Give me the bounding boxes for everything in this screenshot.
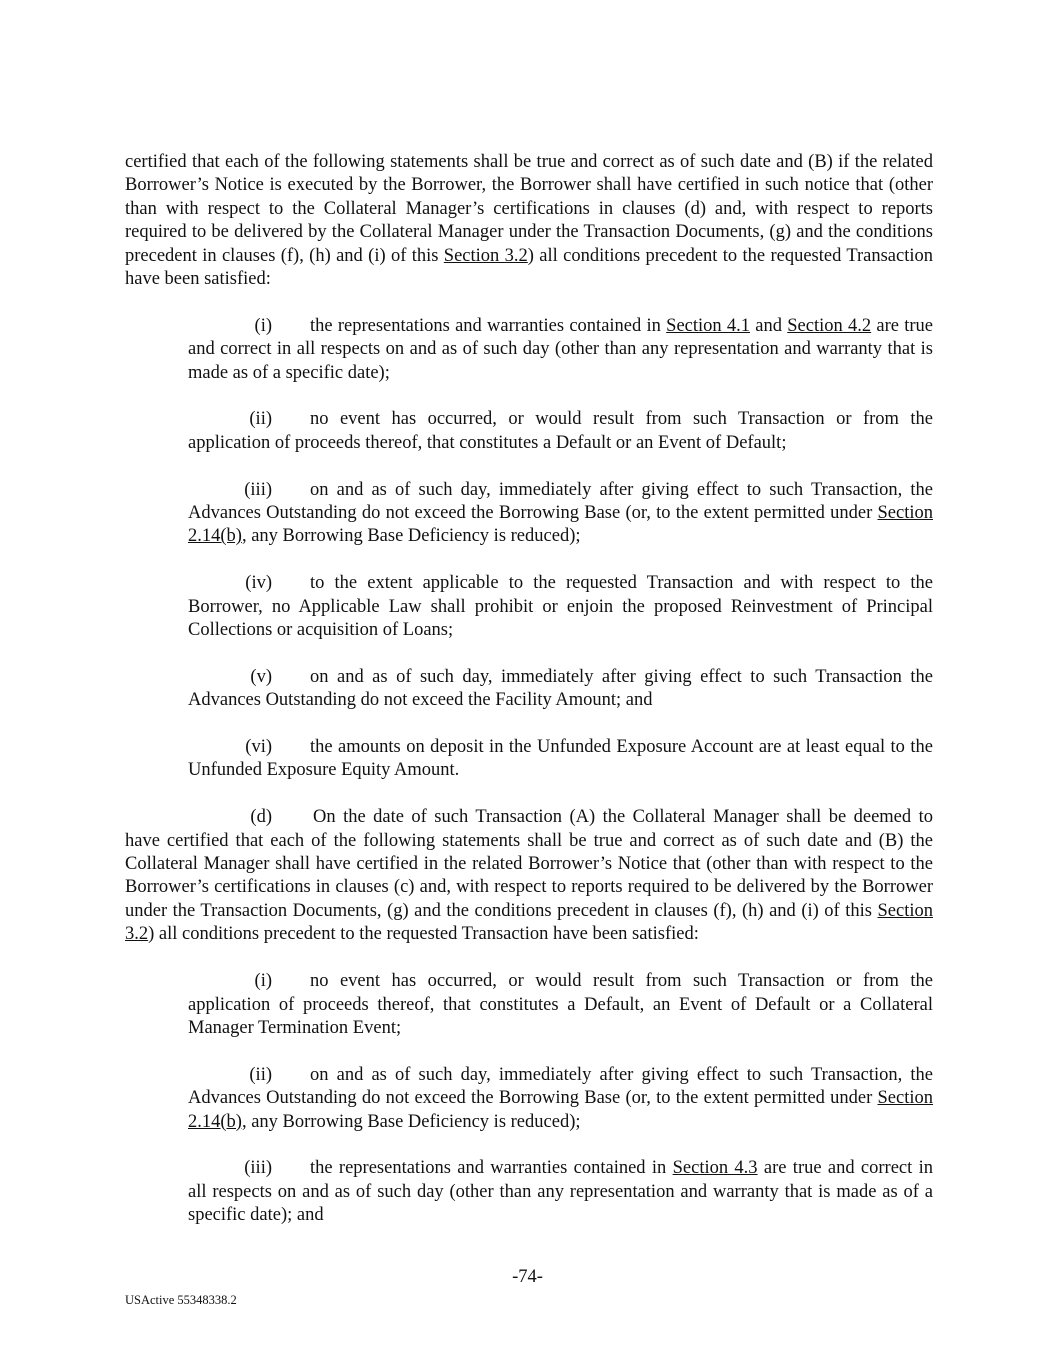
clause-number: (i) [254, 971, 272, 992]
section-reference[interactable]: Section 4.1 [666, 315, 751, 336]
text-segment: are true and correct in all respects on and as of such day (other than any representation and warranty that is made as of a specific date); [188, 315, 933, 383]
text-segment: , any Borrowing Base Deficiency is reduced); [241, 1111, 581, 1132]
list-item [188, 736, 933, 783]
list-item [188, 1157, 933, 1227]
text-segment: to the extent applicable to the requested Transaction and with respect to the Borrower, no Applicable Law shall prohibit or enjoin the proposed Reinvestment of Principal Collections or acquisition of Loans; [188, 573, 933, 641]
list-item [188, 315, 933, 385]
clause-number: (ii) [249, 1064, 272, 1085]
list-item [188, 479, 933, 549]
document-body [125, 151, 933, 1251]
list-item [188, 572, 933, 642]
text-segment: no event has occurred, or would result from such Transaction or from the application of proceeds thereof, that constitutes a Default or an Event of Default; [188, 409, 933, 453]
text-segment: on and as of such day, immediately after giving effect to such Transaction, the Advances Outstanding do not exceed the Borrowing Base (or, to the extent permitted under [188, 479, 933, 524]
clause-number: (d) [250, 807, 272, 828]
text-segment: the representations and warranties contained in [310, 315, 667, 336]
list-item [188, 970, 933, 1040]
paragraph [125, 151, 933, 291]
section-reference[interactable]: Section 2.14(b) [188, 1088, 933, 1132]
clause-number: (iii) [244, 479, 272, 500]
list-item [188, 408, 933, 455]
clause-number: (v) [250, 666, 272, 687]
section-reference[interactable]: Section 4.2 [787, 315, 872, 336]
text-segment: certified that each of the following statements shall be true and correct as of such date and (B) if the related Borrower’s Notice is executed by the Borrower, the Borrower shall have certified in such notice that (other than with respect to the Collateral Manager’s certifications in clauses (d) and, with respect to reports required to be delivered by the Collateral Manager under the Transaction Documents, (g) and the conditions precedent in clauses (f), (h) and (i) of this [125, 152, 933, 266]
text-segment: ) all conditions precedent to the requested Transaction have been satisfied: [125, 245, 934, 290]
section-reference[interactable]: Section 2.14(b) [188, 503, 933, 547]
document-id: USActive 55348338.2 [125, 1293, 237, 1307]
clause-number: (ii) [249, 409, 272, 430]
text-segment: the amounts on deposit in the Unfunded Exposure Account are at least equal to the Unfunded Exposure Equity Amount. [188, 737, 933, 781]
text-segment: on and as of such day, immediately after giving effect to such Transaction, the Advances Outstanding do not exceed the Borrowing Base (or, to the extent permitted under [188, 1064, 933, 1109]
text-segment: ) all conditions precedent to the requested Transaction have been satisfied: [148, 924, 699, 945]
page-number: -74- [512, 1267, 543, 1287]
text-segment: , any Borrowing Base Deficiency is reduced); [241, 526, 581, 547]
clause-paragraph [125, 806, 933, 946]
list-item [188, 1064, 933, 1134]
clause-number: (iv) [245, 573, 272, 594]
clause-number: (iii) [244, 1158, 272, 1179]
text-segment: no event has occurred, or would result from such Transaction or from the application of proceeds thereof, that constitutes a Default, an Event of Default or a Collateral Manager Termination Event; [188, 971, 933, 1038]
list-item [188, 666, 933, 713]
text-segment: on and as of such day, immediately after giving effect to such Transaction the Advances Outstanding do not exceed the Facility Amount; and [188, 666, 933, 711]
text-segment: the representations and warranties contained in [310, 1158, 673, 1179]
section-reference[interactable]: Section 4.3 [672, 1158, 758, 1179]
section-reference[interactable]: Section 3.2 [125, 900, 933, 945]
clause-number: (vi) [245, 737, 272, 758]
clause-number: (i) [254, 315, 272, 336]
text-segment: On the date of such Transaction (A) the Collateral Manager shall be deemed to have certified that each of the following statements shall be true and correct as of such date and (B) the Collateral Manager shall have certified in the related Borrower’s Notice that (other than with respect to the Borrower’s certifications in clauses (c) and, with respect to reports required to be delivered by the Borrower under the Transaction Documents, (g) and the conditions precedent in clauses (f), (h) and (i) of this [125, 807, 933, 921]
section-reference[interactable]: Section 3.2 [443, 245, 528, 266]
text-segment: are true and correct in all respects on and as of such day (other than any representation and warranty that is made as of a specific date); and [188, 1158, 933, 1226]
text-segment: and [750, 315, 788, 336]
